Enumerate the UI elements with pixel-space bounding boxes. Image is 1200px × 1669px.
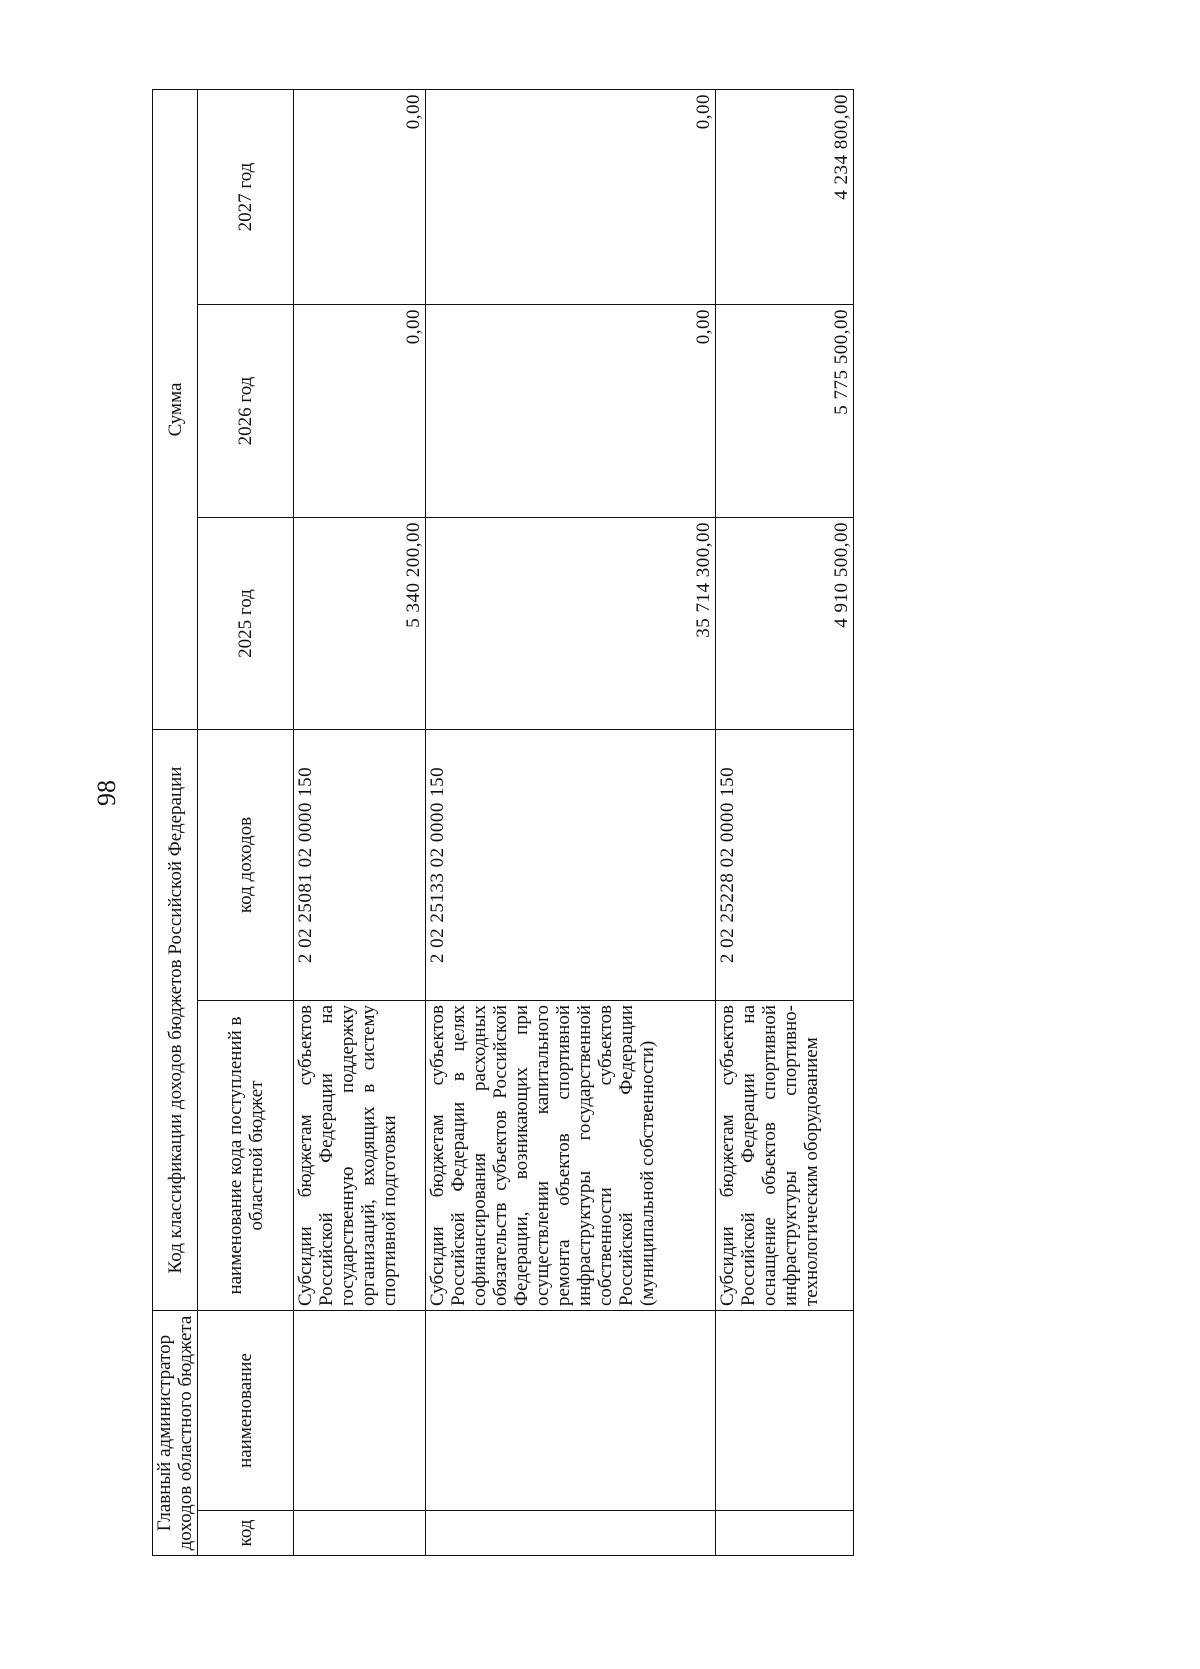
header-sum-group: Сумма [153,90,198,730]
admin-code-cell [426,1511,716,1556]
income-code-cell: 2 02 25133 02 0000 150 [426,730,716,1001]
sum-2025-cell: 5 340 200,00 [294,518,426,730]
income-name-cell: Субсидии бюджетам субъектов Российской Федерации на государственную поддержку организаций, входящих в систему спортивной подготовки [294,1001,426,1311]
page-number: 98 [92,780,121,806]
sum-2025-cell: 4 910 500,00 [716,518,854,730]
sum-2027-cell: 4 234 800,00 [716,90,854,305]
sum-2026-cell: 5 775 500,00 [716,305,854,518]
header-classification-group: Код классификации доходов бюджетов Российской Федерации [153,730,198,1311]
income-classification-table [152,89,854,1556]
table-row [294,90,426,1556]
sum-2025-cell: 35 714 300,00 [426,518,716,730]
admin-name-cell [716,1311,854,1511]
table-row [716,90,854,1556]
header-admin-group: Главный администратор доходов областного бюджета [153,1311,198,1556]
sum-2027-cell: 0,00 [294,90,426,305]
admin-name-cell [426,1311,716,1511]
header-year-2025: 2025 год [198,518,294,730]
sum-2027-cell: 0,00 [426,90,716,305]
table-row [426,90,716,1556]
income-code-cell: 2 02 25081 02 0000 150 [294,730,426,1001]
admin-name-cell [294,1311,426,1511]
header-admin-name: наименование [198,1311,294,1511]
admin-code-cell [716,1511,854,1556]
income-name-cell: Субсидии бюджетам субъектов Российской Федерации в целях софинансирования расходных обязательств субъектов Российской Федерации, возникающих при осуществлении капитального ремонта объектов спортивной инфраструктуры государственной собственности субъектов Российской Федерации (муниципальной собственности) [426,1001,716,1311]
header-income-code: код доходов [198,730,294,1001]
admin-code-cell [294,1511,426,1556]
budget-table-sheet [152,90,852,1556]
income-code-cell: 2 02 25228 02 0000 150 [716,730,854,1001]
sum-2026-cell: 0,00 [294,305,426,518]
income-name-cell: Субсидии бюджетам субъектов Российской Федерации на оснащение объектов спортивной инфраструктуры спортивно-технологическим оборудованием [716,1001,854,1311]
header-year-2026: 2026 год [198,305,294,518]
sum-2026-cell: 0,00 [426,305,716,518]
header-income-name: наименование кода поступлений в областной бюджет [198,1001,294,1311]
header-year-2027: 2027 год [198,90,294,305]
header-admin-code: код [198,1511,294,1556]
